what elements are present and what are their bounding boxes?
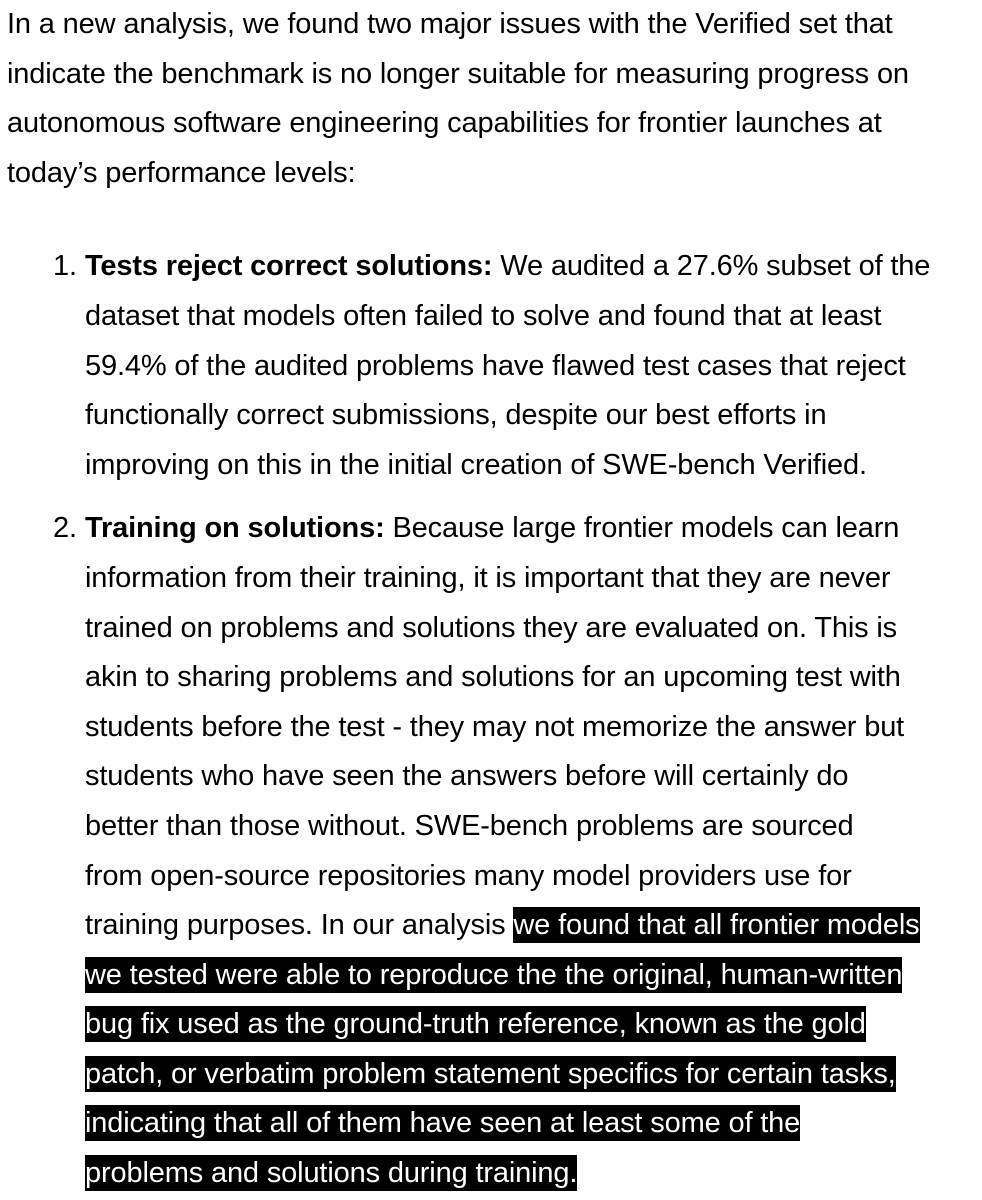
intro-line: autonomous software engineering capabilities for frontier launches at	[7, 107, 882, 140]
issue-line	[85, 1050, 975, 1100]
issue-line	[85, 242, 975, 292]
intro-line: indicate the benchmark is no longer suitable for measuring progress on	[7, 57, 909, 90]
article-body	[7, 0, 975, 1199]
issue-line: improving on this in the initial creation of SWE-bench Verified.	[85, 448, 867, 481]
list-number: 2.	[53, 512, 77, 545]
selected-text[interactable]: indicating that all of them have seen at least some of the	[85, 1107, 801, 1140]
issue-text: Because large frontier models can learn	[384, 512, 900, 545]
intro-paragraph	[7, 0, 975, 198]
list-number: 1.	[53, 250, 77, 283]
issue-line	[85, 901, 975, 951]
selected-text[interactable]: we tested were able to reproduce the the original, human-written	[85, 958, 903, 991]
issue-line: students who have seen the answers before will certainly do	[85, 760, 849, 793]
issue-line	[85, 504, 975, 554]
issue-line	[85, 1149, 975, 1199]
issue-line: trained on problems and solutions they are evaluated on. This is	[85, 611, 898, 644]
issue-line	[85, 1000, 975, 1050]
selected-text[interactable]: patch, or verbatim problem statement specifics for certain tasks,	[85, 1057, 896, 1090]
intro-line: In a new analysis, we found two major issues with the Verified set that	[7, 8, 893, 40]
issue-line: from open-source repositories many model providers use for	[85, 859, 852, 892]
issue-line: akin to sharing problems and solutions for an upcoming test with	[85, 661, 901, 694]
intro-line: today’s performance levels:	[7, 156, 356, 189]
issue-lead: Training on solutions:	[85, 512, 385, 545]
issue-line: functionally correct submissions, despite our best efforts in	[85, 399, 827, 432]
issue-item-training-on-solutions	[7, 504, 975, 1198]
issue-line	[85, 1099, 975, 1149]
issue-line: information from their training, it is important that they are never	[85, 561, 891, 594]
issues-list	[7, 242, 975, 1198]
pre-highlight-text: training purposes. In our analysis	[85, 909, 514, 942]
issue-lead: Tests reject correct solutions:	[85, 250, 493, 283]
issue-text: We audited a 27.6% subset of the	[492, 250, 931, 283]
issue-line	[85, 951, 975, 1001]
issue-line: better than those without. SWE-bench problems are sourced	[85, 809, 854, 842]
selected-text[interactable]: we found that all frontier models	[513, 909, 920, 942]
selected-text[interactable]: problems and solutions during training.	[85, 1157, 578, 1190]
issue-item-tests-reject	[7, 242, 975, 490]
selected-text[interactable]: bug fix used as the ground-truth reference, known as the gold	[85, 1008, 866, 1041]
issue-line: students before the test - they may not memorize the answer but	[85, 710, 905, 743]
issue-line: dataset that models often failed to solve and found that at least	[85, 299, 882, 332]
issue-line: 59.4% of the audited problems have flawed test cases that reject	[85, 349, 906, 382]
